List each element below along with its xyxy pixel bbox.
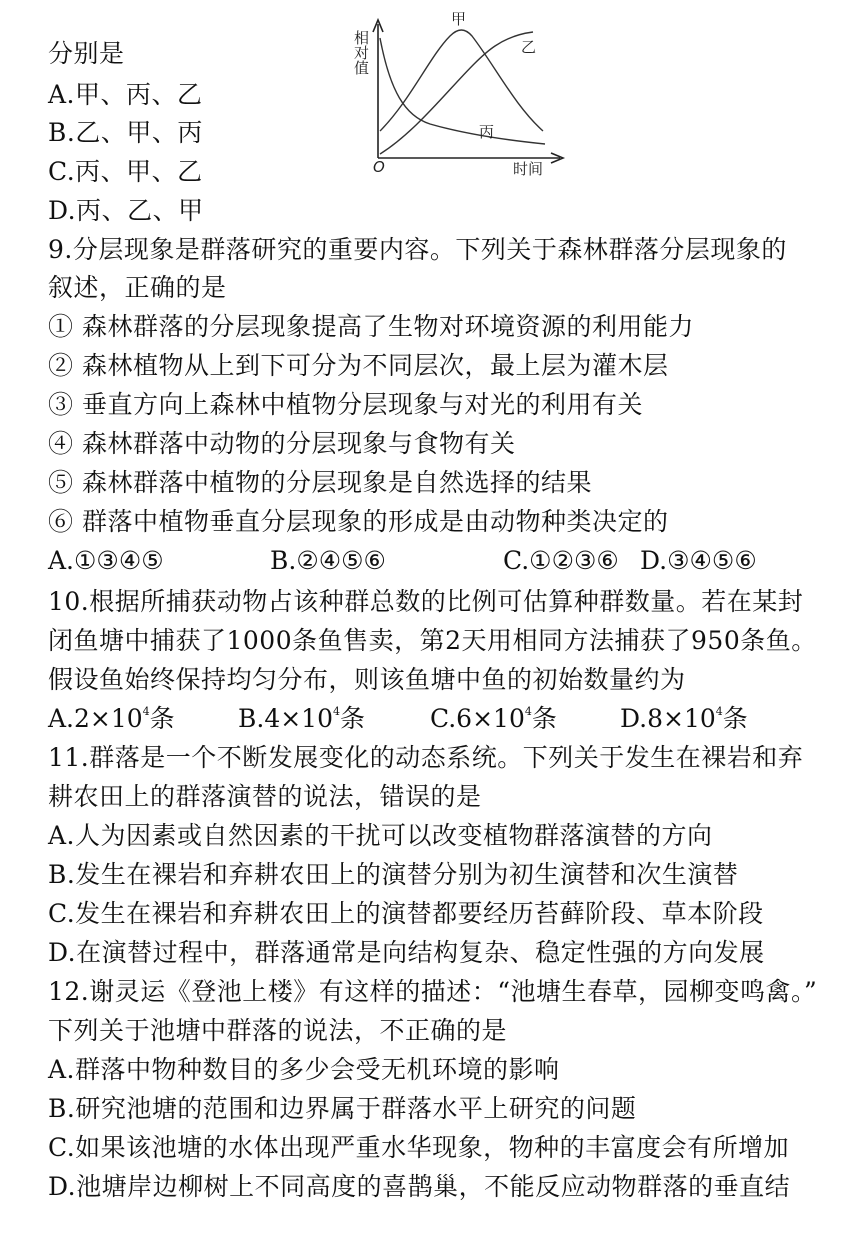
q10-option-a: $A.2\times 10^4$条 (48, 704, 175, 733)
q9-option-b: B.②④⑤⑥ (270, 546, 386, 575)
q8-option-c: C.丙、甲、乙 (48, 157, 203, 186)
q12-stem-line-2: 下列关于池塘中群落的说法，不正确的是 (48, 1016, 508, 1045)
q9-statement-2: ② 森林植物从上到下可分为不同层次，最上层为灌木层 (48, 351, 669, 380)
q9-stem-line-1: 9.分层现象是群落研究的重要内容。下列关于森林群落分层现象的 (48, 235, 787, 264)
q10-option-b: $B.4\times 10^4$条 (238, 704, 365, 733)
relative-value-time-graph (352, 6, 585, 186)
q11-stem-line-1: 11.群落是一个不断发展变化的动态系统。下列关于发生在裸岩和弃 (48, 743, 804, 772)
q8-option-b: B.乙、甲、丙 (48, 118, 203, 147)
q10-option-d: $D.8\times 10^4$条 (620, 704, 748, 733)
origin-label: O (373, 158, 385, 176)
q12-stem-line-1: 12.谢灵运《登池上楼》有这样的描述：“池塘生春草，园柳变鸣禽。” (48, 977, 818, 1006)
x-axis-label: 时间 (513, 160, 544, 178)
q9-stem-line-2: 叙述，正确的是 (48, 273, 227, 302)
q9-option-a: A.①③④⑤ (48, 546, 164, 575)
q10-option-c: $C.6\times 10^4$条 (430, 704, 557, 733)
q10-stem-line-2: 闭鱼塘中捕获了1000条鱼售卖，第2天用相同方法捕获了950条鱼。 (48, 626, 817, 655)
q8-option-d: D.丙、乙、甲 (48, 196, 204, 225)
q12-option-b: B.研究池塘的范围和边界属于群落水平上研究的问题 (48, 1094, 637, 1123)
q8-stem-tail: 分别是 (48, 39, 125, 68)
q11-option-c: C.发生在裸岩和弃耕农田上的演替都要经历苔藓阶段、草本阶段 (48, 899, 764, 928)
q11-option-b: B.发生在裸岩和弃耕农田上的演替分别为初生演替和次生演替 (48, 860, 739, 889)
q9-statement-4: ④ 森林群落中动物的分层现象与食物有关 (48, 429, 516, 458)
curve-jia (380, 30, 543, 131)
curve-label-jia: 甲 (451, 10, 467, 28)
q9-option-d: D.③④⑤⑥ (640, 546, 757, 575)
q11-option-d: D.在演替过程中，群落通常是向结构复杂、稳定性强的方向发展 (48, 938, 765, 967)
q9-statement-5: ⑤ 森林群落中植物的分层现象是自然选择的结果 (48, 468, 592, 497)
q12-option-d: D.池塘岸边柳树上不同高度的喜鹊巢，不能反应动物群落的垂直结 (48, 1172, 791, 1201)
q8-option-a: A.甲、丙、乙 (48, 80, 203, 109)
curve-label-yi: 乙 (521, 38, 537, 56)
q11-option-a: A.人为因素或自然因素的干扰可以改变植物群落演替的方向 (48, 821, 713, 850)
q11-stem-line-2: 耕农田上的群落演替的说法，错误的是 (48, 782, 482, 811)
q9-statement-3: ③ 垂直方向上森林中植物分层现象与对光的利用有关 (48, 390, 643, 419)
q9-statement-6: ⑥ 群落中植物垂直分层现象的形成是由动物种类决定的 (48, 507, 669, 536)
curve-label-bing: 丙 (479, 123, 495, 141)
q10-stem-line-3: 假设鱼始终保持均匀分布，则该鱼塘中鱼的初始数量约为 (48, 665, 686, 694)
q9-option-c: C.①②③⑥ (503, 546, 619, 575)
y-axis-label: 相对值 (352, 30, 370, 75)
q12-option-c: C.如果该池塘的水体出现严重水华现象，物种的丰富度会有所增加 (48, 1133, 790, 1162)
q9-statement-1: ① 森林群落的分层现象提高了生物对环境资源的利用能力 (48, 312, 694, 341)
q10-stem-line-1: 10.根据所捕获动物占该种群总数的比例可估算种群数量。若在某封 (48, 587, 804, 616)
q12-option-a: A.群落中物种数目的多少会受无机环境的影响 (48, 1055, 560, 1084)
